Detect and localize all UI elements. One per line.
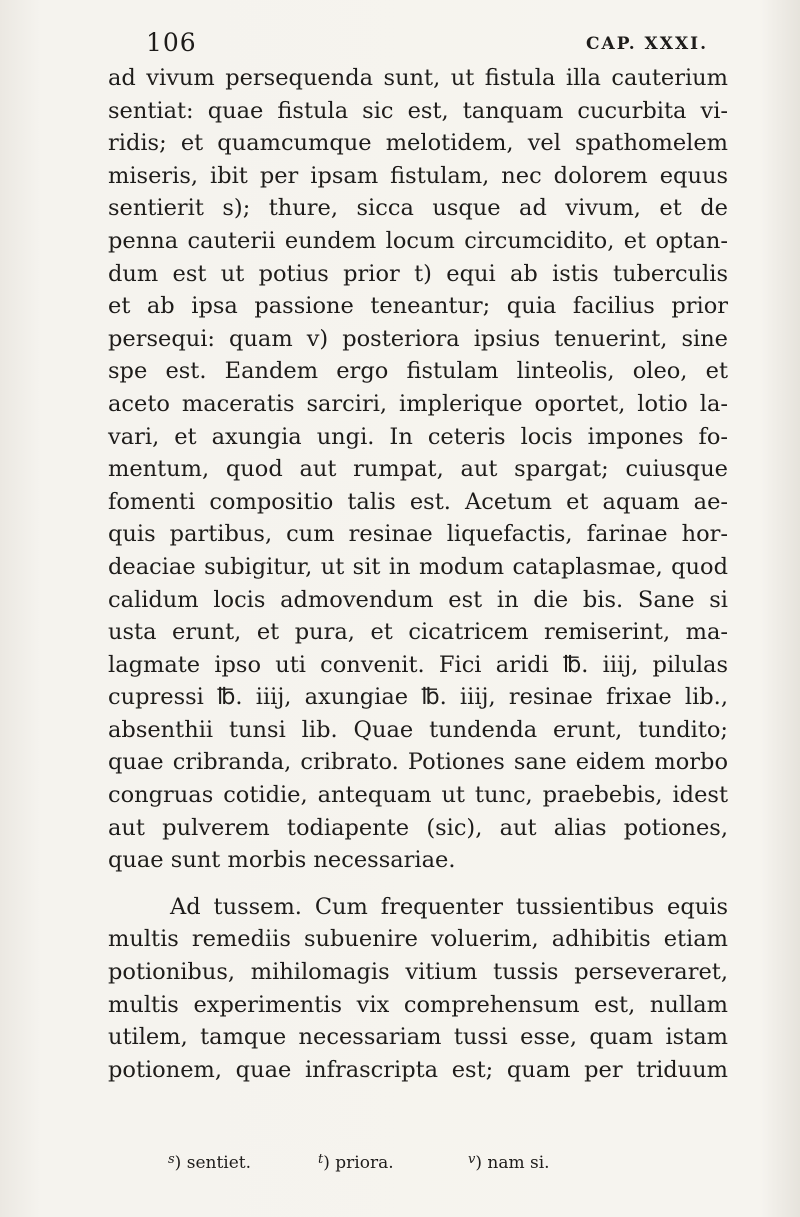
paragraph-2	[108, 891, 728, 1087]
text-line: mentum, quod aut rumpat, aut spargat; cuiusque	[108, 456, 728, 483]
text-line: quae cribranda, cribrato. Potiones sane eidem morbo	[108, 749, 728, 776]
footnote-marker: t	[318, 1152, 324, 1167]
text-line: congruas cotidie, antequam ut tunc, praebebis, idest	[108, 782, 728, 809]
text-line: ad vivum persequenda sunt, ut fistula illa cauterium	[108, 65, 728, 91]
text-line: spe est. Eandem ergo fistulam linteolis, oleo, et	[108, 358, 728, 385]
text-line: utilem, tamque necessariam tussi esse, quam istam	[108, 1024, 728, 1051]
text-line: aceto maceratis sarciri, implerique oportet, lotio la-	[108, 390, 728, 417]
body-text	[108, 62, 728, 1086]
text-line: calidum locis admovendum est in die bis. Sane si	[108, 586, 728, 613]
footnote-text: nam si.	[487, 1153, 550, 1173]
text-line: lagmate ipso uti convenit. Fici aridi ℔. iiij, pilulas	[108, 651, 728, 678]
footnote-marker: s	[168, 1152, 175, 1167]
text-line: cupressi ℔. iiij, axungiae ℔. iiij, resinae frixae lib.,	[108, 684, 728, 711]
text-line: quis partibus, cum resinae liquefactis, farinae hor-	[108, 521, 728, 548]
footnote-text: sentiet.	[186, 1153, 252, 1173]
text-line: sentierit s); thure, sicca usque ad vivum, et de	[108, 195, 728, 222]
footnote-marker: v	[468, 1152, 476, 1167]
text-line: multis remediis subuenire voluerim, adhibitis etiam	[108, 926, 728, 953]
page-header	[108, 28, 708, 64]
text-line: penna cauterii eundem locum circumcidito, et optan-	[108, 227, 728, 254]
text-line: potionem, quae infrascripta est; quam per triduum	[108, 1056, 728, 1083]
text-line: miseris, ibit per ipsam fistulam, nec dolorem equus	[108, 162, 728, 189]
page-number: 106	[146, 28, 197, 57]
footnote-v: $^v$) nam si.	[468, 1152, 550, 1173]
text-line: Ad tussem. Cum frequenter tussientibus equis	[170, 893, 728, 920]
text-line: absenthii tunsi lib. Quae tundenda erunt, tundito;	[108, 716, 728, 743]
paragraph-gap	[108, 877, 728, 891]
text-line: dum est ut potius prior t) equi ab istis tuberculis	[108, 260, 728, 287]
text-line: et ab ipsa passione teneantur; quia facilius prior	[108, 293, 728, 320]
text-line: ridis; et quamcumque melotidem, vel spathomelem	[108, 130, 728, 157]
text-line: quae sunt morbis necessariae.	[108, 847, 456, 874]
text-line: aut pulverem todiapente (sic), aut alias potiones,	[108, 814, 728, 841]
text-line: deaciae subigitur, ut sit in modum cataplasmae, quod	[108, 553, 728, 580]
footnote-s: $^s$) sentiet.	[168, 1152, 252, 1173]
text-line: vari, et axungia ungi. In ceteris locis impones fo-	[108, 423, 728, 450]
footnote-t: $^t$) priora.	[318, 1152, 394, 1173]
footnote-text: priora.	[335, 1153, 394, 1173]
text-line: potionibus, mihilomagis vitium tussis perseveraret,	[108, 959, 728, 986]
text-line: multis experimentis vix comprehensum est, nullam	[108, 991, 728, 1018]
text-line: sentiat: quae fistula sic est, tanquam cucurbita vi-	[108, 97, 728, 124]
running-head: CAP. XXXI.	[586, 34, 708, 54]
text-line: persequi: quam v) posteriora ipsius tenuerint, sine	[108, 325, 728, 352]
text-line: usta erunt, et pura, et cicatricem remiserint, ma-	[108, 619, 728, 646]
text-line: fomenti compositio talis est. Acetum et aquam ae-	[108, 488, 728, 515]
paragraph-1	[108, 62, 728, 877]
